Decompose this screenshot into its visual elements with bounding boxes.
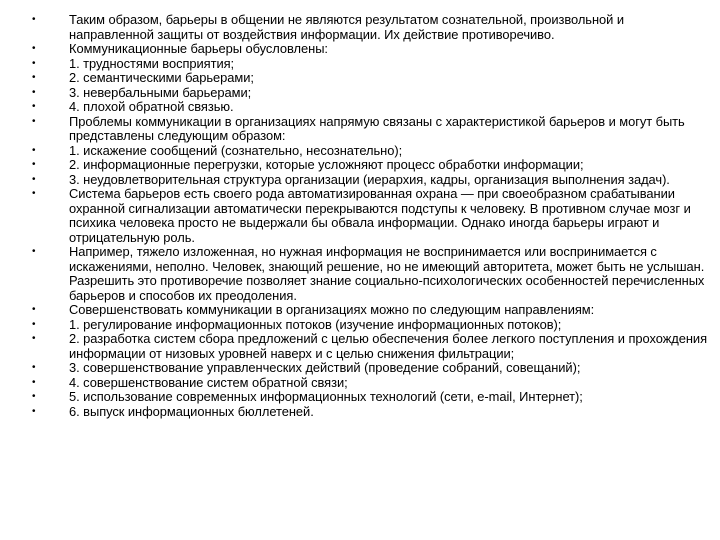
bullet-icon: • — [32, 318, 36, 330]
list-item-text: 2. информационные перегрузки, которые усложняют процесс обработки информации; — [69, 157, 584, 172]
list-item — [32, 13, 708, 42]
list-item — [32, 158, 708, 173]
list-item-text: Например, тяжело изложенная, но нужная информация не воспринимается или воспринимается с искажениями, неполно. Человек, знающий решение, но не имеющий авторитета, может быть не услышан. Разрешить это противоречие позволяет знание социально-психологических особенностей перечисленных барьеров и способов их преодоления. — [69, 244, 705, 303]
bullet-list — [32, 13, 708, 419]
bullet-icon: • — [32, 333, 36, 344]
list-item — [32, 173, 708, 188]
list-item — [32, 405, 708, 420]
list-item-text: 1. трудностями восприятия; — [69, 55, 235, 71]
list-item — [32, 100, 708, 115]
list-item — [32, 42, 708, 57]
list-item — [32, 376, 708, 391]
list-item-text: Проблемы коммуникации в организациях напрямую связаны с характеристикой барьеров и могут быть представлены следующим образом: — [69, 113, 685, 143]
list-item-text: 1. искажение сообщений (сознательно, несознательно); — [69, 142, 403, 158]
list-item — [32, 187, 708, 245]
bullet-icon: • — [32, 391, 36, 402]
list-item-text: 3. совершенствование управленческих действий (проведение собраний, совещаний); — [69, 360, 581, 375]
list-item — [32, 318, 708, 333]
list-item-text: 4. плохой обратной связью. — [69, 99, 234, 114]
list-item-text: 6. выпуск информационных бюллетеней. — [69, 403, 314, 419]
list-item-text: Совершенствовать коммуникации в организациях можно по следующим направлениям: — [69, 302, 595, 317]
bullet-icon: • — [32, 246, 36, 257]
list-item — [32, 71, 708, 86]
bullet-icon: • — [32, 86, 36, 98]
list-item — [32, 303, 708, 318]
bullet-icon: • — [32, 159, 36, 170]
list-item-text: 2. разработка систем сбора предложений с целью обеспечения более легкого поступления и прохождения информации от низовых уровней наверх и с целью снижения фильтрации; — [69, 331, 708, 361]
list-item — [32, 86, 708, 101]
list-item-text: 2. семантическими барьерами; — [69, 70, 254, 85]
list-item-text: Коммуникационные барьеры обусловлены: — [69, 41, 328, 56]
list-item — [32, 115, 708, 144]
bullet-icon: • — [32, 405, 36, 417]
bullet-icon: • — [32, 304, 36, 315]
bullet-icon: • — [32, 43, 36, 54]
list-item-text: 3. невербальными барьерами; — [69, 84, 252, 100]
list-item-text: 3. неудовлетворительная структура организации (иерархия, кадры, организация выполнения задач). — [69, 171, 670, 187]
bullet-icon: • — [32, 57, 36, 69]
bullet-icon: • — [32, 376, 36, 388]
bullet-icon: • — [32, 362, 36, 373]
list-item-text: Система барьеров есть своего рода автоматизированная охрана — при своеобразном срабатывании охранной сигнализации автоматически перекрываются подступы к человеку. В противном случае мозг и психика человека просто не выдержали бы обвала информации. Однако иногда барьеры играют и отрицательную роль. — [69, 186, 691, 245]
list-item-text: 5. использование современных информационных технологий (сети, e-mail, Интернет); — [69, 389, 583, 404]
list-item-text: Таким образом, барьеры в общении не являются результатом сознательной, произвольной и направленной защиты от воздействия информации. Их действие противоречиво. — [69, 12, 624, 42]
list-item — [32, 57, 708, 72]
list-item — [32, 144, 708, 159]
list-item-text: 4. совершенствование систем обратной связи; — [69, 374, 348, 390]
list-item — [32, 245, 708, 303]
bullet-icon: • — [32, 144, 36, 156]
list-item-text: 1. регулирование информационных потоков (изучение информационных потоков); — [69, 316, 562, 332]
bullet-icon: • — [32, 72, 36, 83]
bullet-icon: • — [32, 101, 36, 112]
bullet-icon: • — [32, 188, 36, 199]
list-item — [32, 361, 708, 376]
list-item — [32, 390, 708, 405]
bullet-icon: • — [32, 14, 36, 25]
bullet-icon: • — [32, 173, 36, 185]
bullet-icon: • — [32, 115, 36, 127]
list-item — [32, 332, 708, 361]
